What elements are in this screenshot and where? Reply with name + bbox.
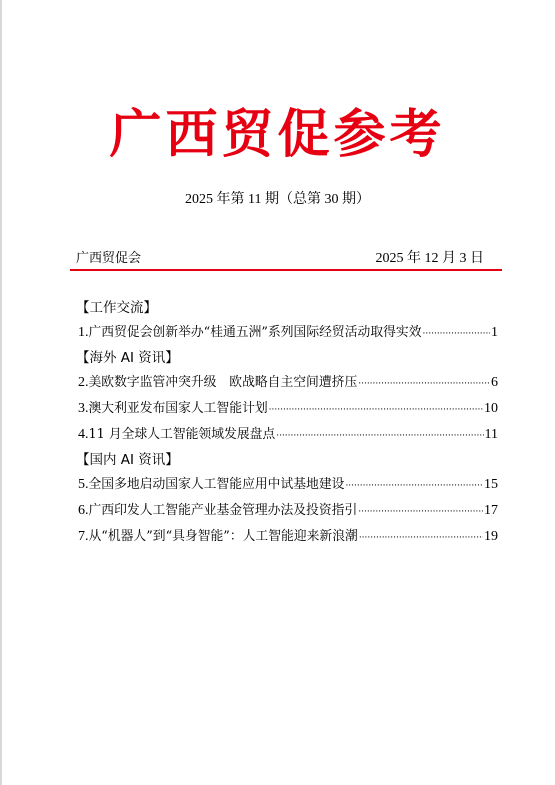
- table-of-contents: [78, 296, 498, 550]
- toc-item-title: 11 月全球人工智能领域发展盘点: [88, 427, 276, 442]
- toc-item-2[interactable]: [78, 370, 498, 396]
- toc-item-number: 7.: [78, 529, 89, 544]
- toc-item-title: 从“机器人”到“具身智能”：人工智能迎来新浪潮: [88, 529, 358, 544]
- toc-item-number: 4.: [78, 427, 89, 442]
- toc-item-title: 广西印发人工智能产业基金管理办法及投资指引: [88, 503, 358, 518]
- dot-leader: [276, 423, 483, 448]
- toc-item-page: 15: [484, 477, 498, 492]
- publication-date: 2025 年 12 月 3 日: [375, 251, 484, 266]
- toc-item-number: 1.: [78, 325, 89, 340]
- toc-item-page: 17: [484, 503, 498, 518]
- toc-item-number: 5.: [78, 477, 89, 492]
- red-divider: [70, 269, 502, 271]
- toc-item-number: 2.: [78, 375, 89, 390]
- toc-item-page: 1: [491, 325, 498, 340]
- section-heading-domestic-ai: 【国内 AI 资讯】: [76, 452, 179, 468]
- toc-item-1[interactable]: [78, 320, 498, 346]
- dot-leader: [269, 397, 483, 422]
- toc-item-page: 19: [484, 529, 498, 544]
- section-heading-work: 【工作交流】: [76, 300, 157, 316]
- toc-item-7[interactable]: [78, 524, 498, 550]
- toc-item-number: 6.: [78, 503, 89, 518]
- toc-item-page: 11: [484, 427, 498, 442]
- toc-item-number: 3.: [78, 401, 89, 416]
- toc-item-6[interactable]: [78, 498, 498, 524]
- publisher-name: 广西贸促会: [76, 251, 142, 266]
- section-heading-overseas-ai: 【海外 AI 资讯】: [76, 350, 179, 366]
- toc-item-page: 10: [484, 401, 498, 416]
- issue-number: 2025 年第 11 期（总第 30 期）: [185, 192, 370, 207]
- dot-leader: [423, 321, 490, 346]
- toc-item-title: 广西贸促会创新举办“桂通五洲”系列国际经贸活动取得实效: [88, 325, 422, 340]
- dot-leader: [358, 371, 490, 396]
- dot-leader: [345, 473, 483, 498]
- toc-item-page: 6: [491, 375, 498, 390]
- dot-leader: [359, 525, 483, 550]
- toc-item-5[interactable]: [78, 472, 498, 498]
- toc-item-title: 全国多地启动国家人工智能应用中试基地建设: [88, 477, 345, 492]
- toc-item-3[interactable]: [78, 396, 498, 422]
- publisher-row: [76, 249, 484, 269]
- dot-leader: [358, 499, 483, 524]
- masthead-title: 广西贸促参考: [109, 104, 446, 165]
- toc-item-4[interactable]: [78, 422, 498, 448]
- toc-item-title: 美欧数字监管冲突升级 欧战略自主空间遭挤压: [88, 375, 358, 390]
- toc-item-title: 澳大利亚发布国家人工智能计划: [88, 401, 268, 416]
